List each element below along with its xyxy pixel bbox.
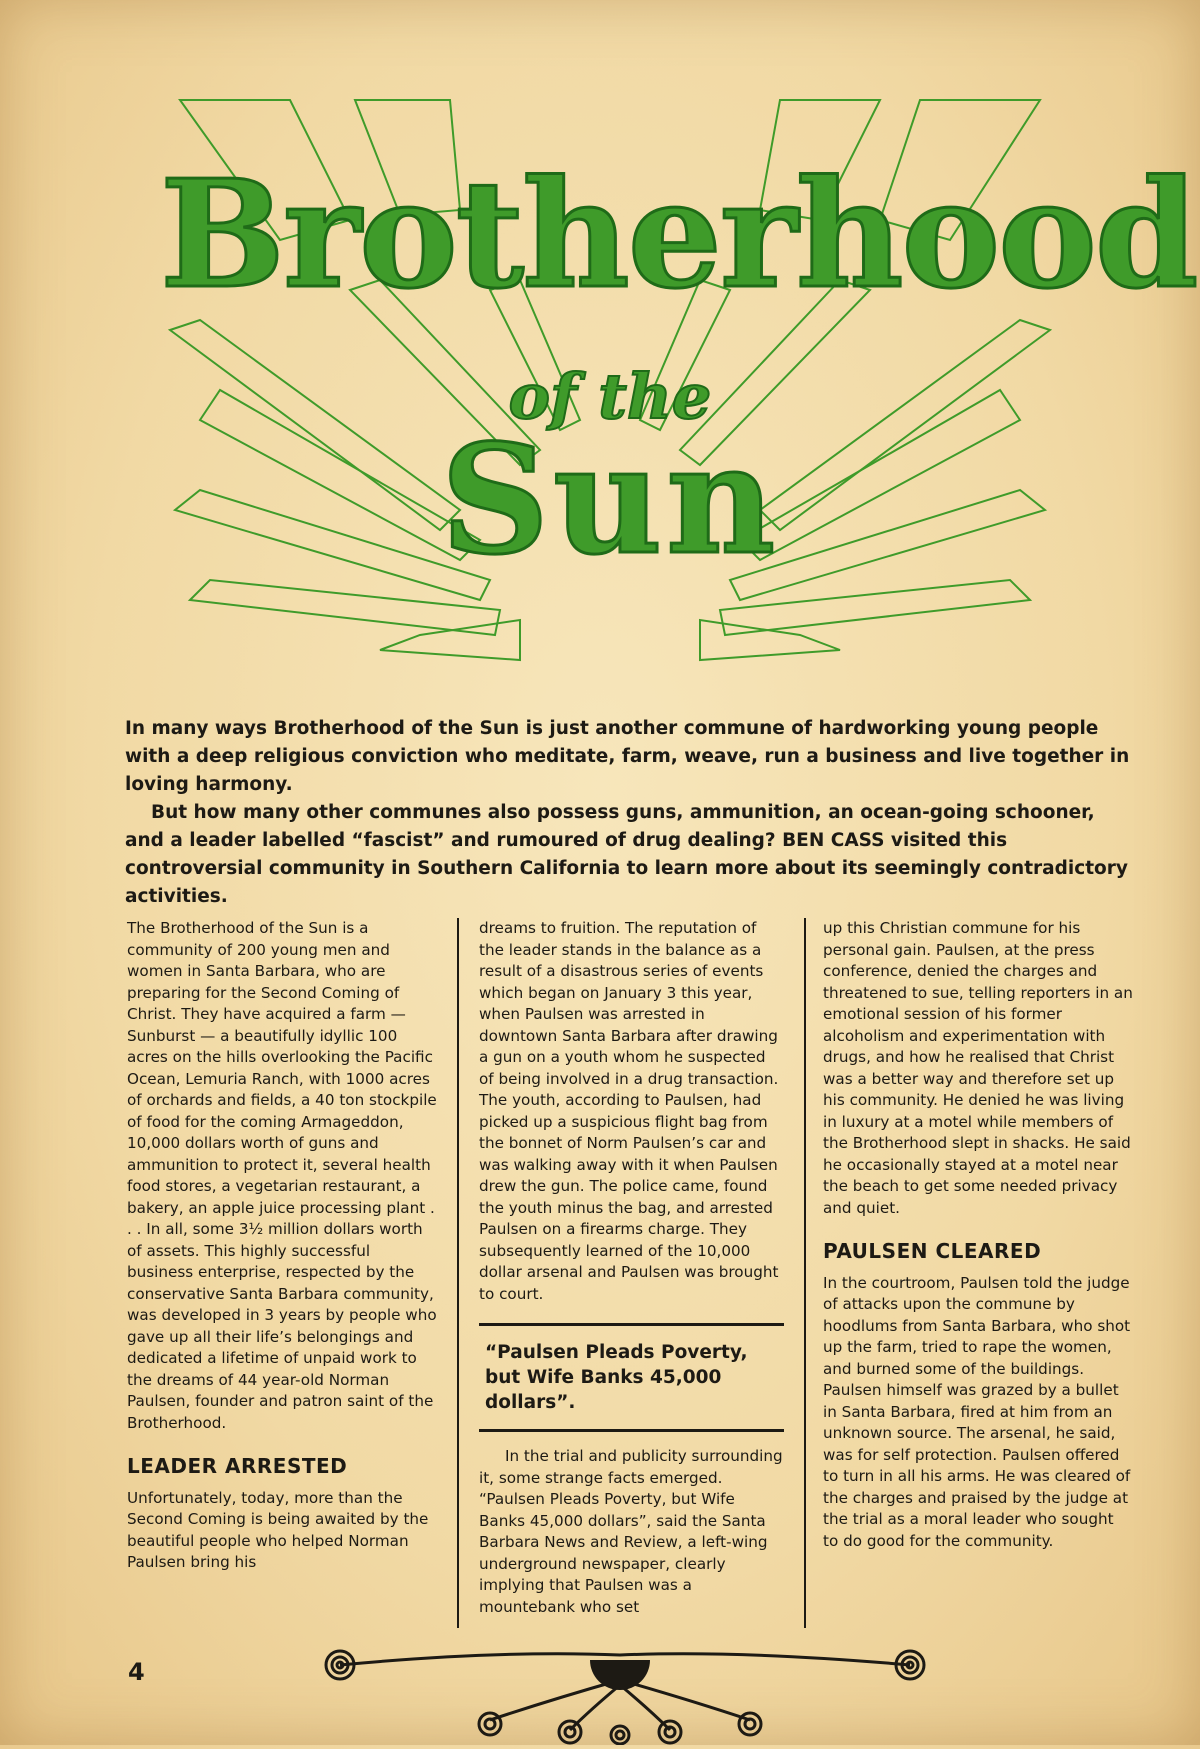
- subhead-leader-arrested: LEADER ARRESTED: [127, 1454, 348, 1478]
- column2-paragraph-2: In the trial and publicity surrounding it, some strange facts emerged. “Paulsen Pleads Poverty, but Wife Banks 45,000 dollars”, said the Santa Barbara News and Review, a left-wing underground newspaper, clearly implying that Paulsen was a mountebank who set: [479, 1447, 783, 1616]
- page-number: 4: [128, 1658, 145, 1686]
- intro-paragraph-2: But how many other communes also possess guns, ammunition, an ocean-going schooner, and a leader labelled “fascist” and rumoured of drug dealing? BEN CASS visited this controversial community in Southern California to learn more about its seemingly contradictory activities.: [125, 802, 1128, 907]
- sun-spiral-ornament: [300, 1640, 950, 1745]
- column-divider-1: [457, 918, 459, 1628]
- article-column-2: [479, 918, 784, 1618]
- column1-paragraph-1: The Brotherhood of the Sun is a community of 200 young men and women in Santa Barbara, who are preparing for the Second Coming of Christ. They have acquired a farm — Sunburst — a beautifully idyllic 100 acres on the hills overlooking the Pacific Ocean, Lemuria Ranch, with 1000 acres of orchards and fields, a 40 ton stockpile of food for the coming Armageddon, 10,000 dollars worth of guns and ammunition to protect it, several health food stores, a vegetarian restaurant, a bakery, an apple juice processing plant . . . In all, some 3½ million dollars worth of assets. This highly successful business enterprise, respected by the conservative Santa Barbara community, was developed in 3 years by people who gave up all their life’s belongings and dedicated a lifetime of unpaid work to the dreams of 44 year-old Norman Paulsen, founder and patron saint of the Brotherhood.: [127, 919, 437, 1432]
- column3-paragraph-2: In the courtroom, Paulsen told the judge of attacks upon the commune by hoodlums from Santa Barbara, who shot up the farm, tried to rape the women, and burned some of the buildings. Paulsen himself was grazed by a bullet in Santa Barbara, fired at him from an unknown source. The arsenal, he said, was for self protection. Paulsen offered to turn in all his arms. He was cleared of the charges and praised by the judge at the trial as a moral leader who sought to do good for the community.: [823, 1273, 1131, 1550]
- title-artwork: [160, 90, 1197, 690]
- title-brotherhood: Brotherhood: [160, 147, 1197, 321]
- column2-paragraph-1: dreams to fruition. The reputation of the leader stands in the balance as a result of a disastrous series of events which began on January 3 this year, when Paulsen was arrested in downtown Santa Barbara after drawing a gun on a youth whom he suspected of being involved in a drug transaction. The youth, according to Paulsen, had picked up a suspicious flight bag from the bonnet of Norm Paulsen’s car and was walking away with it when Paulsen drew the gun. The police came, found the youth minus the bag, and arrested Paulsen on a firearms charge. They subsequently learned of the 10,000 dollar arsenal and Paulsen was brought to court.: [479, 919, 779, 1303]
- intro-paragraph-1: In many ways Brotherhood of the Sun is just another commune of hardworking young people with a deep religious conviction who meditate, farm, weave, run a business and live together in loving harmony.: [125, 718, 1130, 795]
- title-sun: Sun: [440, 412, 780, 588]
- subhead-paulsen-cleared: PAULSEN CLEARED: [823, 1239, 1042, 1263]
- intro-standfirst: [125, 715, 1135, 911]
- column1-paragraph-2: Unfortunately, today, more than the Second Coming is being awaited by the beautiful people who helped Norman Paulsen bring his: [127, 1488, 429, 1571]
- footer-ornament: [300, 1640, 950, 1745]
- article-column-1: [127, 918, 437, 1574]
- column-divider-2: [804, 918, 806, 1628]
- article-column-3: [823, 918, 1133, 1552]
- title-of-the: of the: [508, 360, 712, 433]
- column3-paragraph-1: up this Christian commune for his personal gain. Paulsen, at the press conference, denied the charges and threatened to sue, telling reporters in an emotional session of his former alcoholism and experimentation with drugs, and how he realised that Christ was a better way and therefore set up his community. He denied he was living in luxury at a motel while members of the Brotherhood slept in shacks. He said he occasionally stayed at a motel near the beach to get some needed privacy and quiet.: [823, 919, 1133, 1217]
- pull-quote: “Paulsen Pleads Poverty, but Wife Banks 45,000 dollars”.: [479, 1323, 784, 1432]
